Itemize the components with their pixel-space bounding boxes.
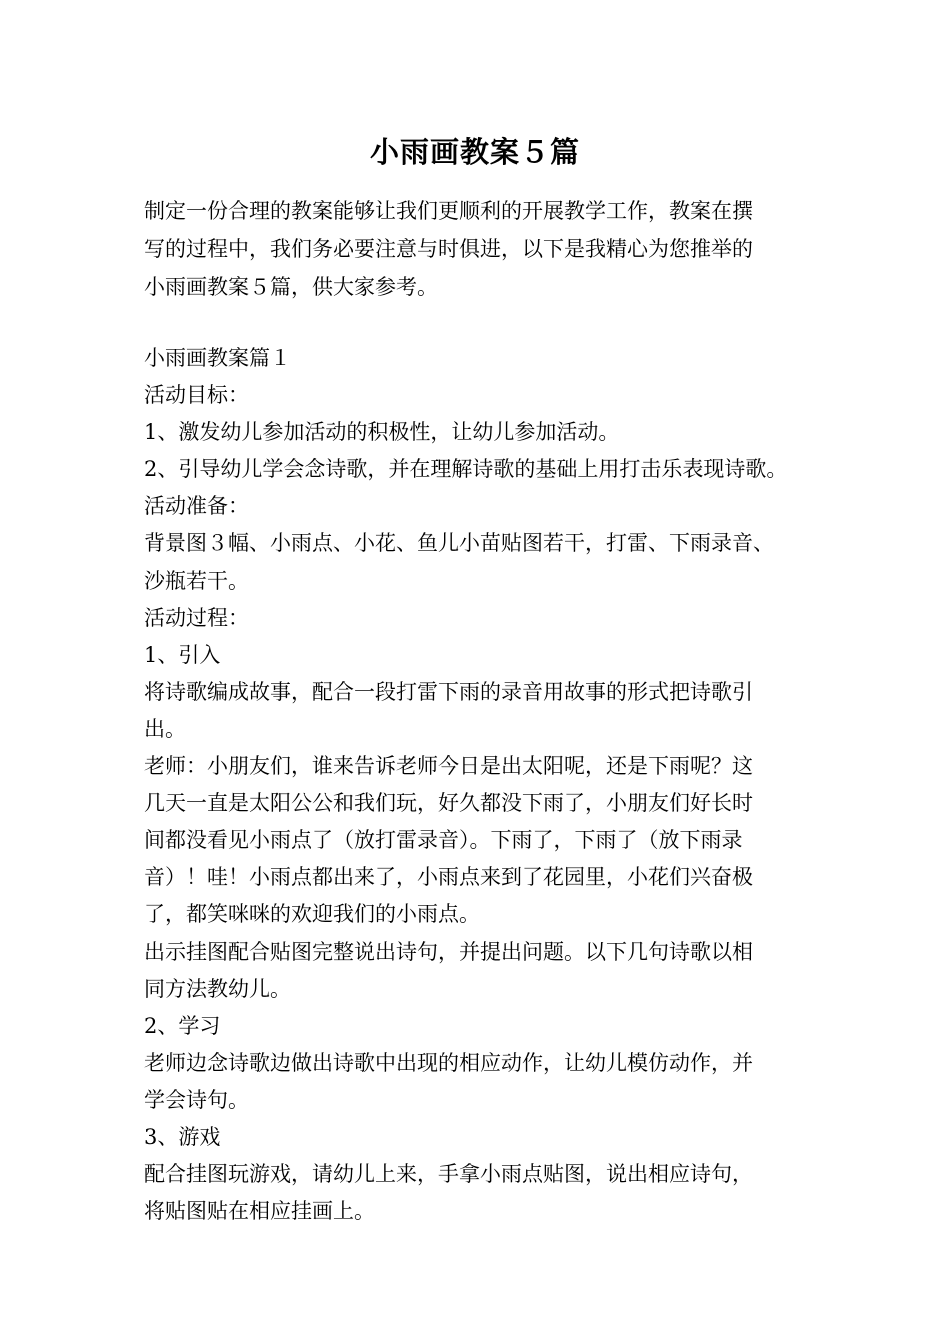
body-line: 1、激发幼儿参加活动的积极性，让幼儿参加活动。 — [144, 420, 620, 445]
body-line: 了，都笑咪咪的欢迎我们的小雨点。 — [144, 902, 480, 927]
section-heading: 小雨画教案篇１ — [144, 346, 291, 370]
subheading-preparation: 活动准备： — [144, 494, 249, 519]
body-line: 配合挂图玩游戏，请幼儿上来，手拿小雨点贴图，说出相应诗句， — [144, 1162, 753, 1187]
body-line: 将诗歌编成故事，配合一段打雷下雨的录音用故事的形式把诗歌引 — [144, 679, 753, 704]
body-line: 背景图３幅、小雨点、小花、鱼儿小苗贴图若干，打雷、下雨录音、 — [144, 531, 774, 556]
body-line: 学会诗句。 — [144, 1087, 249, 1112]
body-line: 将贴图贴在相应挂画上。 — [144, 1199, 375, 1224]
intro-line: 写的过程中，我们务必要注意与时俱进，以下是我精心为您推举的 — [144, 237, 753, 261]
body-line: 2、引导幼儿学会念诗歌，并在理解诗歌的基础上用打击乐表现诗歌。 — [144, 457, 788, 482]
body-line: 2、学习 — [144, 1013, 221, 1038]
body-line: 1、引入 — [144, 642, 221, 667]
body-line: 沙瓶若干。 — [144, 568, 249, 593]
body-line: 出。 — [144, 716, 186, 741]
intro-line: 小雨画教案５篇，供大家参考。 — [144, 275, 438, 299]
body-line: 音）！哇！小雨点都出来了，小雨点来到了花园里，小花们兴奋极 — [144, 865, 753, 890]
body-line: 老师：小朋友们，谁来告诉老师今日是出太阳呢，还是下雨呢？这 — [144, 754, 753, 779]
intro-line: 制定一份合理的教案能够让我们更顺利的开展教学工作，教案在撰 — [144, 199, 753, 223]
body-line: 3、游戏 — [144, 1124, 221, 1149]
body-line: 间都没看见小雨点了（放打雷录音）。下雨了，下雨了（放下雨录 — [144, 828, 743, 853]
document-body — [144, 340, 834, 1230]
body-line: 老师边念诗歌边做出诗歌中出现的相应动作，让幼儿模仿动作，并 — [144, 1050, 753, 1075]
document-title: 小雨画教案５篇 — [369, 135, 580, 169]
body-line: 同方法教幼儿。 — [144, 976, 291, 1001]
body-line: 几天一直是太阳公公和我们玩，好久都没下雨了，小朋友们好长时 — [144, 791, 753, 816]
subheading-process: 活动过程： — [144, 605, 249, 630]
subheading-goals: 活动目标： — [144, 383, 249, 408]
intro-paragraph — [144, 192, 824, 306]
body-line: 出示挂图配合贴图完整说出诗句，并提出问题。以下几句诗歌以相 — [144, 939, 753, 964]
